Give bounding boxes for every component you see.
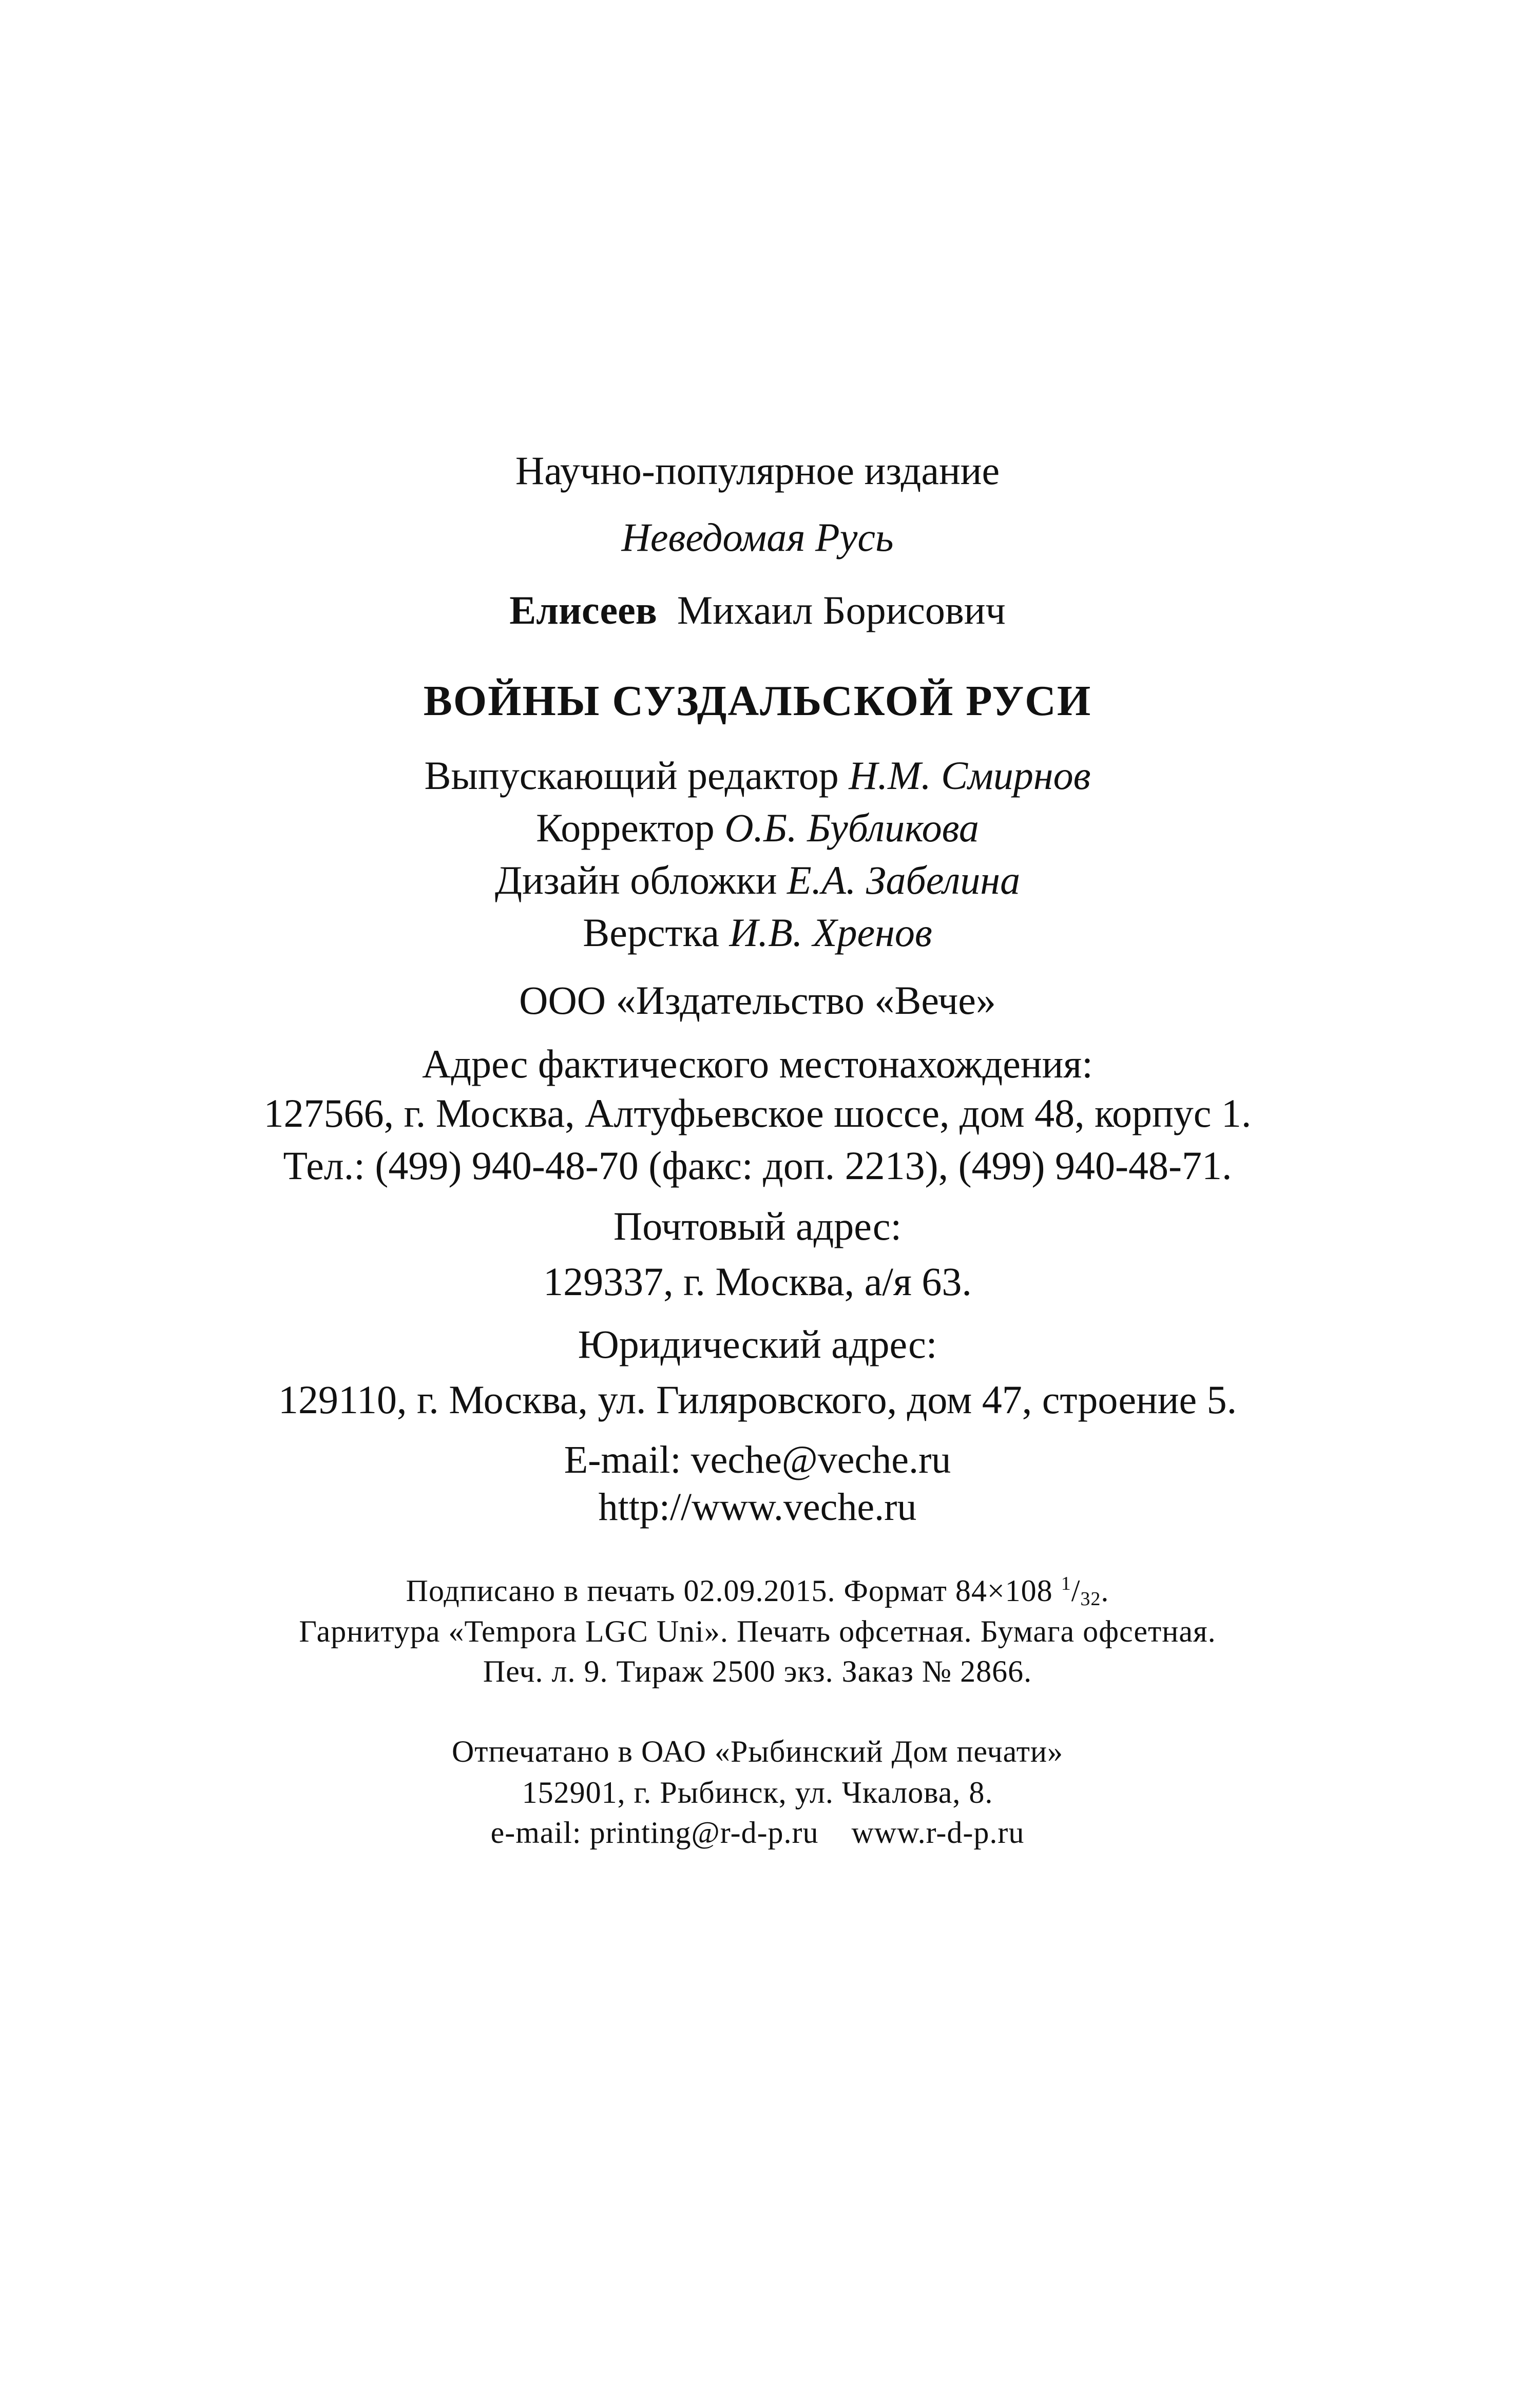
- publisher-name: ООО «Издательство «Вече»: [519, 978, 996, 1023]
- printer-address: 152901, г. Рыбинск, ул. Чкалова, 8.: [522, 1776, 993, 1809]
- author-surname: Елисеев: [509, 588, 657, 632]
- edition-type: Научно-популярное издание: [515, 448, 1000, 493]
- series-name: Неведомая Русь: [621, 515, 894, 560]
- typeface-line: Гарнитура «Tempora LGC Uni». Печать офсетная. Бумага офсетная.: [299, 1614, 1216, 1648]
- legal-address: 129110, г. Москва, ул. Гиляровского, дом 47, строение 5.: [278, 1377, 1237, 1422]
- phone-numbers: Тел.: (499) 940-48-70 (факс: доп. 2213), (499) 940-48-71.: [283, 1143, 1232, 1188]
- print-run-line: Печ. л. 9. Тираж 2500 экз. Заказ № 2866.: [483, 1654, 1032, 1688]
- postal-address-label: Почтовый адрес:: [613, 1204, 902, 1248]
- credit-cover-design: Дизайн обложки Е.А. Забелина: [494, 858, 1021, 902]
- author-line: [0, 590, 1515, 630]
- printer-website: www.r-d-p.ru: [851, 1816, 1025, 1850]
- credit-proofreader: Корректор О.Б. Бубликова: [536, 805, 979, 850]
- actual-address: 127566, г. Москва, Алтуфьевское шоссе, дом 48, корпус 1.: [263, 1091, 1252, 1135]
- printer-name: Отпечатано в ОАО «Рыбинский Дом печати»: [451, 1735, 1064, 1768]
- legal-address-label: Юридический адрес:: [578, 1322, 937, 1366]
- printer-email: e-mail: printing@r-d-p.ru: [490, 1816, 819, 1850]
- signed-to-print-line: Подписано в печать 02.09.2015. Формат 84×108 $^1/_{32}$.: [406, 1573, 1109, 1610]
- actual-address-label: Адрес фактического местонахождения:: [422, 1042, 1093, 1086]
- book-title: ВОЙНЫ СУЗДАЛЬСКОЙ РУСИ: [423, 677, 1092, 725]
- credit-editor: Выпускающий редактор Н.М. Смирнов: [424, 753, 1091, 798]
- postal-address: 129337, г. Москва, а/я 63.: [543, 1259, 972, 1304]
- publisher-website: http://www.veche.ru: [598, 1486, 917, 1529]
- publisher-email: E-mail: veche@veche.ru: [564, 1438, 951, 1481]
- credit-layout: Верстка И.В. Хренов: [583, 910, 932, 955]
- format-numerator: 1: [1061, 1573, 1071, 1594]
- author-given-names: Михаил Борисович: [677, 588, 1006, 632]
- printer-contacts: [0, 1817, 1515, 1848]
- format-denominator: 32: [1080, 1588, 1101, 1610]
